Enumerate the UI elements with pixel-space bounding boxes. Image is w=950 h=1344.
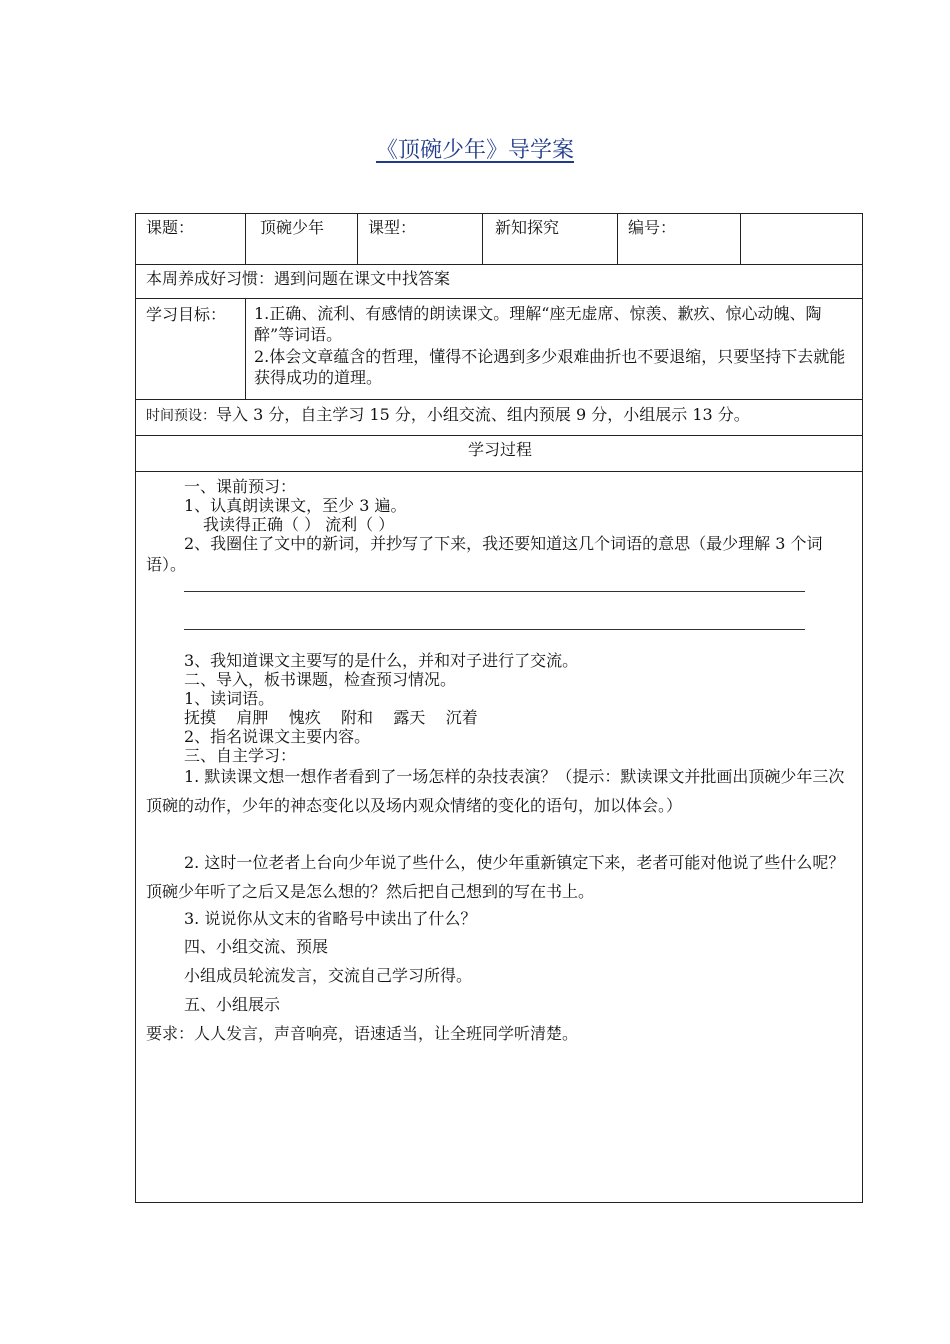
row-divider xyxy=(136,435,862,436)
study-question-2: 2. 这时一位老者上台向少年说了些什么，使少年重新镇定下来，老者可能对他说了些什么呢？顶碗少年听了之后又是怎么想的？然后把自己想到的写在书上。 xyxy=(146,853,845,901)
type-value: 新知探究 xyxy=(495,218,560,237)
preview-item-1: 1、认真朗读课文，至少 3 遍。 xyxy=(184,496,407,515)
time-plan-text: 导入 3 分，自主学习 15 分，小组交流、组内预展 9 分，小组展示 13 分。 xyxy=(216,405,750,424)
page-title: 《顶碗少年》导学案 xyxy=(375,138,574,163)
group-exchange-text: 小组成员轮流发言，交流自己学习所得。 xyxy=(184,966,473,985)
answer-line xyxy=(184,591,805,592)
topic-label: 课题： xyxy=(146,218,195,237)
answer-line xyxy=(184,629,805,630)
goal-item: 1.正确、流利、有感情的朗读课文。理解“座无虚席、惊羡、歉疚、惊心动魄、陶醉”等词语。 xyxy=(254,304,822,344)
row-divider xyxy=(136,399,862,400)
preview-item-3: 3、我知道课文主要写的是什么，并和对子进行了交流。 xyxy=(184,651,579,670)
time-plan xyxy=(146,405,750,426)
section-intro: 二、导入，板书课题，检查预习情况。 xyxy=(184,670,457,689)
row-divider xyxy=(136,264,862,265)
reading-check: 我读得正确（ ） 流利（ ） xyxy=(203,515,395,534)
goal-item: 2.体会文章蕴含的哲理，懂得不论遇到多少艰难曲折也不要退缩，只要坚持下去就能获得成功的道理。 xyxy=(254,347,846,387)
col-divider xyxy=(482,214,483,264)
col-divider xyxy=(740,214,741,264)
vocabulary-words: 抚摸 肩胛 愧疚 附和 露天 沉着 xyxy=(184,708,478,727)
intro-item-2: 2、指名说课文主要内容。 xyxy=(184,727,371,746)
col-divider xyxy=(245,214,246,264)
study-question-1: 1. 默读课文想一想作者看到了一场怎样的杂技表演？（提示：默读课文并批画出顶碗少年三次顶碗的动作，少年的神态变化以及场内观众情绪的变化的语句，加以体会。） xyxy=(146,767,845,815)
col-divider xyxy=(245,298,246,399)
col-divider xyxy=(617,214,618,264)
time-plan-label: 时间预设： xyxy=(146,408,216,424)
process-heading: 学习过程 xyxy=(467,440,532,459)
section-group-exchange: 四、小组交流、预展 xyxy=(184,937,329,956)
intro-item-1: 1、读词语。 xyxy=(184,689,275,708)
weekly-habit: 本周养成好习惯：遇到问题在课文中找答案 xyxy=(146,269,451,288)
section-group-show: 五、小组展示 xyxy=(184,995,281,1014)
section-self-study: 三、自主学习： xyxy=(184,746,297,765)
topic-value: 顶碗少年 xyxy=(260,218,325,237)
section-preview: 一、课前预习： xyxy=(184,477,297,496)
group-show-requirements: 要求：人人发言，声音响亮，语速适当，让全班同学听清楚。 xyxy=(146,1024,579,1043)
number-label: 编号： xyxy=(628,218,677,237)
preview-item-2: 2、我圈住了文中的新词，并抄写了下来，我还要知道这几个词语的意思（最少理解 3 个词语）。 xyxy=(146,534,823,574)
goals-label: 学习目标： xyxy=(146,305,227,324)
lesson-plan-table xyxy=(135,213,863,1203)
study-question-3: 3. 说说你从文末的省略号中读出了什么？ xyxy=(184,909,477,928)
type-label: 课型： xyxy=(368,218,417,237)
row-divider xyxy=(136,471,862,472)
col-divider xyxy=(357,214,358,264)
